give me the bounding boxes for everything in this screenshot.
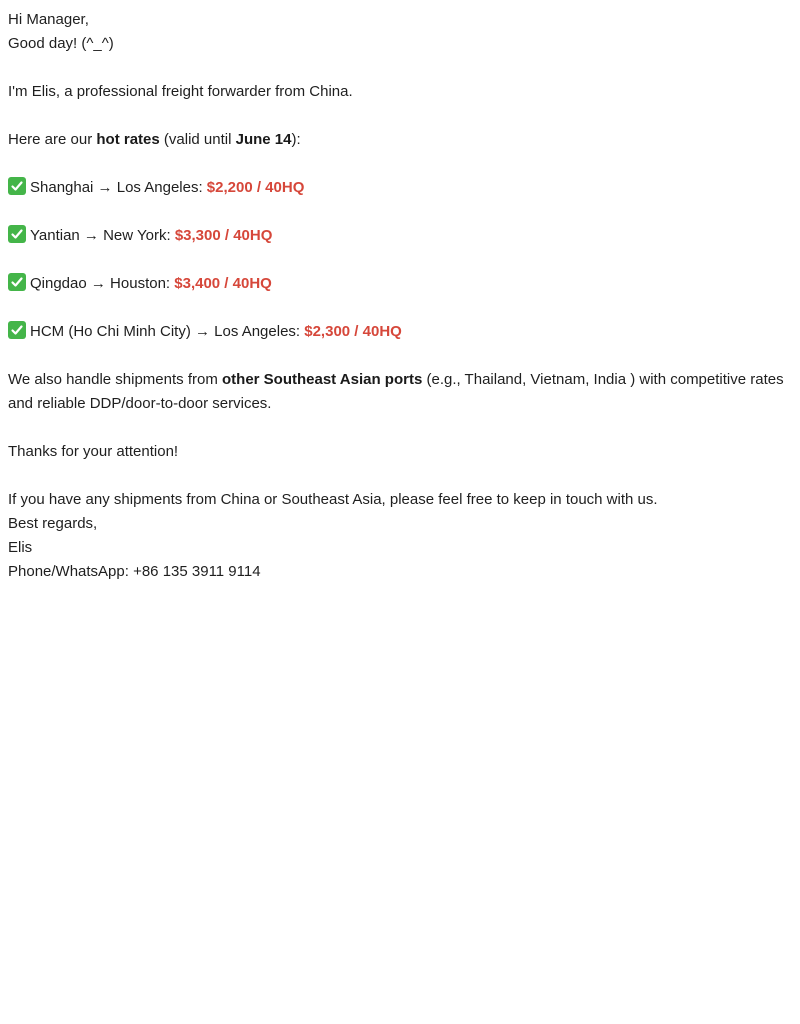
rate-item — [8, 320, 792, 344]
sender-name: Elis — [8, 539, 33, 556]
services-prefix: We also handle shipments from — [8, 371, 222, 388]
rate-item — [8, 224, 792, 248]
thanks-text: Thanks for your attention! — [8, 443, 179, 460]
rate-price: $3,300 / 40HQ — [174, 227, 273, 244]
rates-intro-suffix: ): — [291, 131, 301, 148]
rates-valid-date: June 14 — [235, 131, 292, 148]
check-mark-icon — [8, 273, 26, 291]
check-mark-icon — [8, 225, 26, 243]
spacer — [8, 344, 792, 368]
spacer — [8, 248, 792, 272]
rate-route: HCM (Ho Chi Minh City) → Los Angeles: — [30, 323, 305, 340]
spacer — [8, 296, 792, 320]
services-bold: other Southeast Asian ports — [222, 371, 423, 388]
rate-route: Shanghai → Los Angeles: — [30, 179, 207, 196]
rates-intro-bold: hot rates — [96, 131, 160, 148]
spacer — [8, 200, 792, 224]
greeting-line-2: Good day! (^_^) — [8, 35, 114, 52]
intro-text: I'm Elis, a professional freight forwarder from China. — [8, 83, 353, 100]
check-mark-icon — [8, 321, 26, 339]
greeting-line: Hi Manager, — [8, 11, 89, 28]
rate-item — [8, 176, 792, 200]
rates-intro-prefix: Here are our — [8, 131, 97, 148]
rate-price: $3,400 / 40HQ — [174, 275, 272, 292]
rates-intro — [8, 128, 792, 152]
rate-price: $2,200 / 40HQ — [206, 179, 305, 196]
spacer — [8, 104, 792, 128]
spacer — [8, 56, 792, 80]
spacer — [8, 416, 792, 440]
sender-phone: Phone/WhatsApp: +86 135 3911 9114 — [8, 563, 261, 580]
sign-off: Best regards, — [8, 515, 98, 532]
spacer — [8, 152, 792, 176]
closing-text: If you have any shipments from China or Southeast Asia, please feel free to keep in touch with us. — [8, 491, 658, 508]
rate-item — [8, 272, 792, 296]
rate-price: $2,300 / 40HQ — [304, 323, 402, 340]
services-text-2: and reliable DDP/door-to-door services. — [8, 395, 272, 412]
rates-intro-middle: (valid until — [159, 131, 236, 148]
check-mark-icon — [8, 177, 26, 195]
services-suffix: (e.g., Thailand, Vietnam, India ) with competitive rates — [422, 371, 784, 388]
rate-route: Qingdao → Houston: — [30, 275, 175, 292]
services-text — [8, 368, 792, 392]
rate-route: Yantian → New York: — [30, 227, 175, 244]
spacer — [8, 464, 792, 488]
